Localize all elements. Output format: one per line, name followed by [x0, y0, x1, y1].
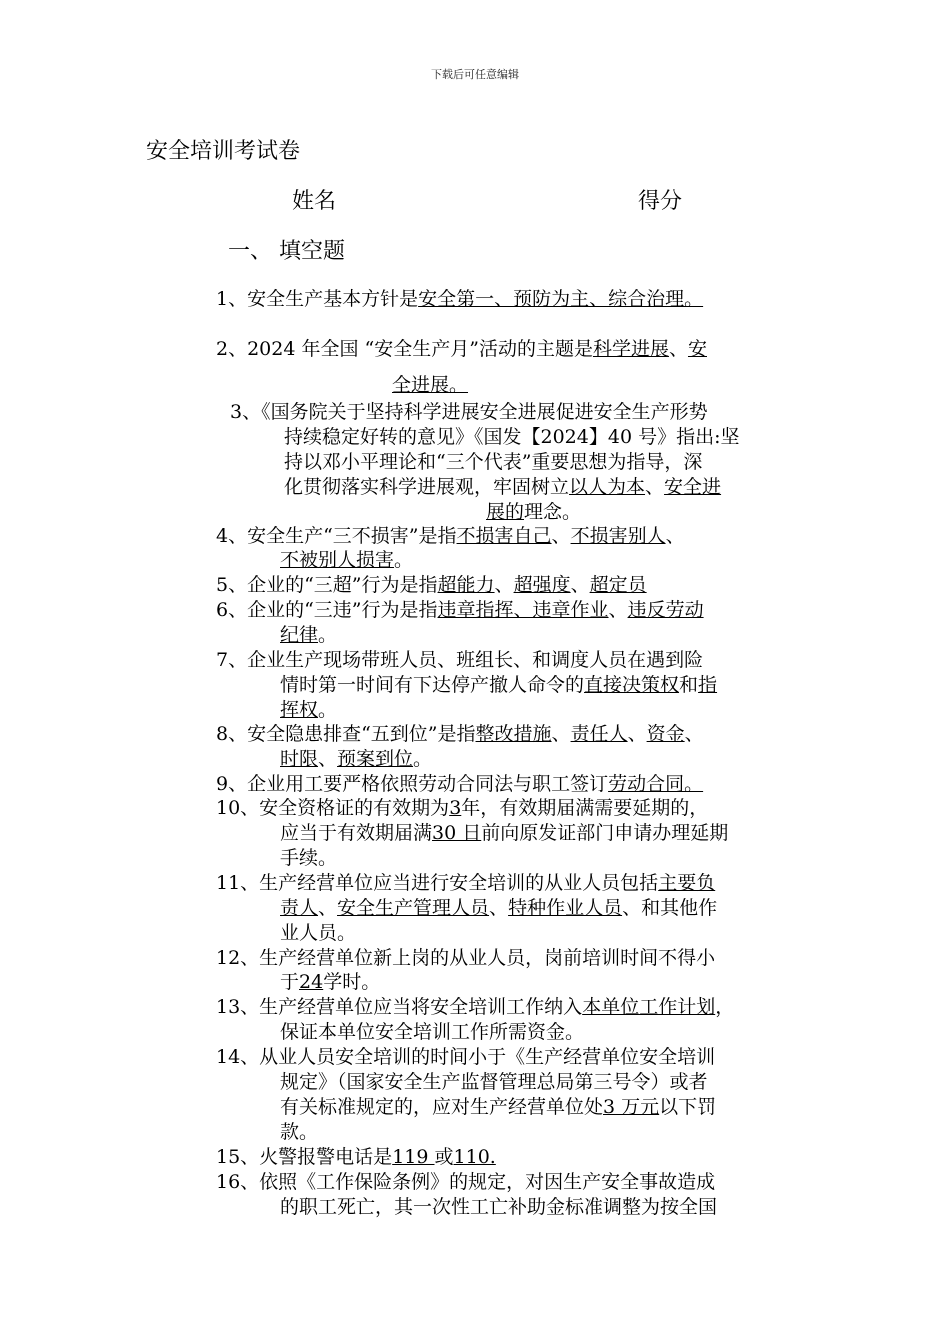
question-text: 2、2024 年全国 “安全生产月”活动的主题是 — [216, 338, 593, 360]
question-text: 5、企业的“三超”行为是指 — [216, 574, 438, 596]
question-6-cont — [280, 623, 337, 648]
question-line: 保证本单位安全培训工作所需资金。 — [280, 1021, 585, 1043]
question-16 — [216, 1170, 715, 1195]
question-14-cont — [280, 1070, 716, 1145]
question-2 — [216, 337, 707, 362]
question-line: 手续。 — [280, 847, 338, 869]
question-line: 款。 — [280, 1121, 319, 1143]
answer: 整改措施 — [475, 723, 552, 745]
answer: 不被别人损害 — [280, 549, 395, 571]
question-text: 理念。 — [524, 501, 582, 523]
question-text: 、和其他作 — [622, 897, 718, 919]
answer: 24 — [299, 971, 324, 993]
answer: 3 万元 — [603, 1096, 660, 1118]
question-text: 16、依照《工作保险条例》的规定，对因生产安全事故造成 — [216, 1171, 716, 1193]
question-text: 应当于有效期届满 — [280, 822, 433, 844]
punct: 。 — [413, 748, 433, 770]
punct: 、 — [627, 723, 647, 745]
question-13 — [216, 995, 734, 1020]
question-9 — [216, 772, 703, 797]
answer: 全进展。 — [392, 374, 469, 396]
question-line: 的职工死亡，其一次性工亡补助金标准调整为按全国 — [280, 1196, 718, 1218]
question-text: 于 — [280, 971, 300, 993]
question-text: 11、生产经营单位应当进行安全培训的从业人员包括 — [216, 872, 659, 894]
question-text: 4、安全生产“三不损害”是指 — [216, 525, 457, 547]
question-text: 以下罚 — [659, 1096, 717, 1118]
answer: 违章指挥、违章作业 — [437, 599, 609, 621]
punct: 、 — [570, 574, 590, 596]
question-6 — [216, 598, 704, 623]
name-label: 姓名 — [292, 189, 337, 214]
punct: 、 — [665, 525, 685, 547]
punct: 、 — [608, 599, 628, 621]
question-12 — [216, 946, 715, 971]
question-text: 13、生产经营单位应当将安全培训工作纳入 — [216, 996, 583, 1018]
answer: 劳动合同。 — [608, 773, 704, 795]
answer: 资金 — [646, 723, 685, 745]
punct: 、 — [684, 723, 704, 745]
answer: 119 — [392, 1146, 435, 1168]
question-text: 12、生产经营单位新上岗的从业人员，岗前培训时间不得小 — [216, 947, 716, 969]
section-heading: 一、 填空题 — [228, 239, 345, 264]
answer: 纪律 — [280, 624, 319, 646]
answer: 预案到位 — [337, 748, 414, 770]
question-11-cont — [280, 896, 717, 946]
punct: 、 — [318, 748, 338, 770]
question-7-cont — [280, 673, 717, 723]
answer: 30 日 — [432, 822, 482, 844]
punct: 、 — [318, 897, 338, 919]
answer: 挥权 — [280, 699, 319, 721]
question-text: 15、火警报警电话是 — [216, 1146, 393, 1168]
question-8 — [216, 722, 704, 747]
question-text: 9、企业用工要严格依照劳动合同法与职工签订 — [216, 773, 609, 795]
question-text: 有关标准规定的，应对生产经营单位处 — [280, 1096, 604, 1118]
question-text: 情时第一时间有下达停产撤人命令的 — [280, 674, 585, 696]
question-text: 10、安全资格证的有效期为 — [216, 797, 450, 819]
answer: 主要负 — [658, 872, 716, 894]
answer: 安全生产管理人员 — [337, 897, 490, 919]
answer: 特种作业人员 — [508, 897, 623, 919]
punct: ， — [715, 996, 735, 1018]
answer: 直接决策权 — [584, 674, 680, 696]
question-text: 学时。 — [323, 971, 381, 993]
punct: 。 — [318, 699, 338, 721]
answer: 不损害自己 — [456, 525, 552, 547]
answer: 安 — [687, 338, 707, 360]
question-13-cont — [280, 1020, 584, 1045]
punct: 。 — [394, 549, 414, 571]
question-text: 8、安全隐患排查“五到位”是指 — [216, 723, 476, 745]
page-header: 下载后可任意编辑 — [431, 68, 519, 81]
answer: 110. — [453, 1146, 496, 1168]
score-label: 得分 — [638, 189, 683, 214]
answer: 违反劳动 — [627, 599, 704, 621]
answer: 超能力 — [437, 574, 495, 596]
question-7 — [216, 648, 703, 673]
question-11 — [216, 871, 715, 896]
answer: 责任人 — [570, 723, 628, 745]
punct: 、 — [551, 525, 571, 547]
question-text: 年，有效期届满需要延期的， — [461, 797, 709, 819]
question-5 — [216, 573, 647, 598]
question-text: 和 — [679, 674, 699, 696]
question-8-cont — [280, 747, 432, 772]
answer: 超定员 — [589, 574, 647, 596]
answer: 超强度 — [513, 574, 571, 596]
name-score-row — [292, 184, 712, 215]
answer: 指 — [698, 674, 718, 696]
question-3 — [230, 400, 708, 425]
answer: 3 — [449, 797, 462, 819]
punct: 、 — [489, 897, 509, 919]
answer: 本单位工作计划 — [582, 996, 716, 1018]
question-line: 持以邓小平理论和“三个代表”重要思想为指导，深 — [284, 451, 703, 473]
question-line: 业人员。 — [280, 922, 357, 944]
question-2-cont — [392, 373, 468, 398]
question-line: 规定》（国家安全生产监督管理总局第三号令）或者 — [280, 1071, 708, 1093]
question-16-cont — [280, 1195, 717, 1220]
question-15 — [216, 1145, 496, 1170]
question-3-end — [486, 500, 581, 525]
answer: 科学进展 — [592, 338, 669, 360]
question-text: 化贯彻落实科学进展观，牢固树立 — [284, 476, 570, 498]
question-4-cont — [280, 548, 413, 573]
question-text: 前向原发证部门申请办理延期 — [481, 822, 729, 844]
answer: 时限 — [280, 748, 319, 770]
punct: 、 — [645, 476, 665, 498]
question-text: 14、从业人员安全培训的时间小于《生产经营单位安全培训 — [216, 1046, 716, 1068]
question-12-cont — [280, 970, 380, 995]
punct: 、 — [668, 338, 688, 360]
answer: 不损害别人 — [570, 525, 666, 547]
question-text: 1、安全生产基本方针是 — [216, 288, 419, 310]
question-3-cont — [284, 425, 739, 500]
question-14 — [216, 1045, 715, 1070]
answer: 安全第一、预防为主、综合治理。 — [418, 288, 704, 310]
question-text: 或 — [434, 1146, 454, 1168]
punct: 、 — [551, 723, 571, 745]
question-10-cont — [280, 821, 728, 871]
answer: 展的 — [486, 501, 525, 523]
question-text: 6、企业的“三违”行为是指 — [216, 599, 438, 621]
answer: 责人 — [280, 897, 319, 919]
question-10 — [216, 796, 708, 821]
punct: 、 — [494, 574, 514, 596]
answer: 安全进 — [664, 476, 722, 498]
question-4 — [216, 524, 685, 549]
question-1 — [216, 287, 703, 312]
page-title: 安全培训考试卷 — [146, 139, 301, 164]
question-line: 持续稳定好转的意见》《国发【2024】40 号》指出:坚 — [284, 426, 740, 448]
question-line: 7、企业生产现场带班人员、班组长、和调度人员在遇到险 — [216, 649, 704, 671]
question-line: 3、《国务院关于坚持科学进展安全进展促进安全生产形势 — [230, 401, 708, 423]
answer: 以人为本 — [569, 476, 646, 498]
punct: 。 — [318, 624, 338, 646]
